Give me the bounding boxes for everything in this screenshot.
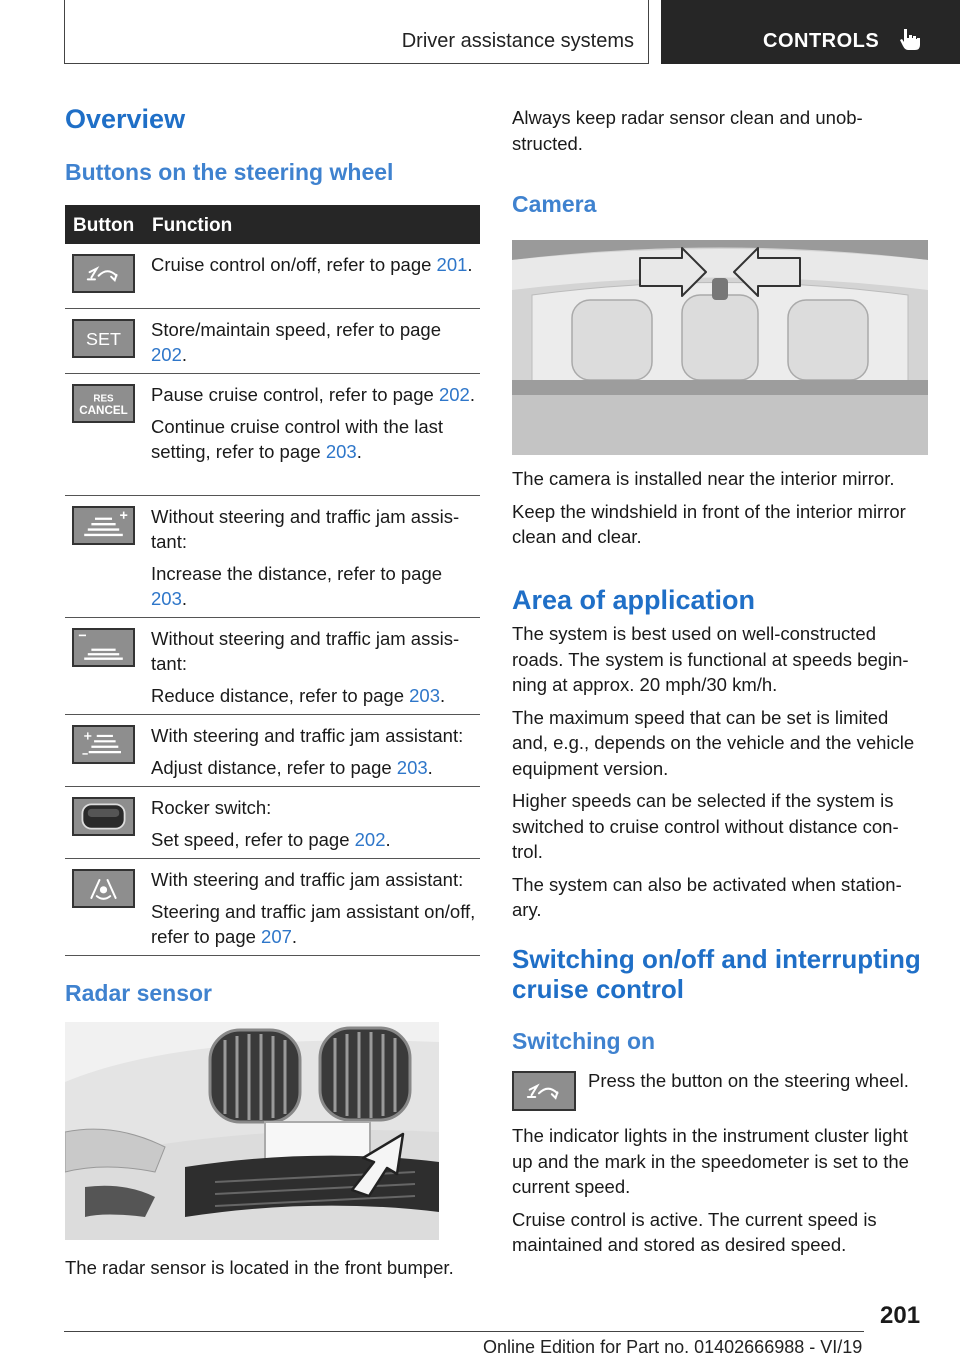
page-link[interactable]: 201: [436, 254, 468, 275]
area-of-application-text: The system is best used on well-constructed roads. The system is functional at speeds begin-ning at approx. 20 mph/30 km/h. The maximum speed that can be set is limited and, e.g., depends on the vehicle and the vehicle equipment version. Higher speeds can be selected if the system is switched to cruise control without distance con-trol. The system can also be activated when station-ary.: [512, 623, 915, 920]
section-title: Driver assistance systems: [401, 30, 634, 52]
page-link[interactable]: 202: [354, 829, 386, 850]
radar-note: Always keep radar sensor clean and unob-structed.: [512, 107, 863, 154]
table-header: [65, 205, 480, 244]
camera-description: The camera is installed near the interior mirror. Keep the windshield in front of the interior mirror clean and clear.: [512, 468, 906, 547]
distance-adjust-icon: [72, 725, 135, 764]
function-text: Store/maintain speed, refer to page 202.: [151, 319, 442, 365]
page-link[interactable]: 203: [396, 757, 428, 778]
svg-text:SET: SET: [86, 329, 121, 350]
table-row: [65, 309, 480, 374]
edition-footer: Online Edition for Part no. 01402666988 - VI/19: [483, 1337, 863, 1357]
function-text: Cruise control on/off, refer to page 201.: [151, 254, 473, 275]
cruise-control-icon: [72, 254, 135, 293]
function-text: Rocker switch: Set speed, refer to page 202.: [151, 797, 391, 850]
function-text: Without steering and traffic jam assis-tant: Reduce distance, refer to page 203.: [151, 628, 460, 706]
cruise-control-button-icon: [512, 1071, 576, 1111]
steering-wheel-buttons-heading: Buttons on the steering wheel: [65, 159, 394, 185]
function-text: Pause cruise control, refer to page 202. Continue cruise control with the last setting, refer to page 203.: [151, 384, 475, 462]
overview-heading: Overview: [65, 104, 186, 134]
page-number: 201: [880, 1302, 921, 1329]
steering-assistant-icon: [72, 869, 135, 908]
table-row: [65, 496, 480, 618]
page-link[interactable]: 207: [261, 926, 292, 947]
function-text: With steering and traffic jam assistant: Steering and traffic jam assistant on/off, refer to page 207.: [151, 869, 476, 947]
column-header-button: Button: [73, 215, 135, 236]
table-row: [65, 374, 480, 496]
footer-divider: [64, 1331, 864, 1332]
res-cancel-icon: [72, 384, 135, 423]
buttons-table: [65, 205, 480, 956]
page-link[interactable]: 202: [438, 384, 470, 405]
function-text: Without steering and traffic jam assis-tant: Increase the distance, refer to page 203.: [151, 506, 460, 609]
switch-on-instruction: Press the button on the steering wheel.: [588, 1070, 909, 1091]
area-of-application-heading: Area of application: [512, 585, 756, 615]
table-row: [65, 244, 480, 309]
set-button-icon: [72, 319, 135, 358]
table-row: [65, 787, 480, 859]
pointing-hand-icon: [897, 26, 923, 52]
svg-text:RES: RES: [93, 393, 114, 405]
table-row: [65, 859, 480, 956]
switching-on-text: The indicator lights in the instrument cluster light up and the mark in the speedometer is set to the current speed. Cruise control is active. The current speed is maintained and stored as desired speed.: [512, 1125, 909, 1255]
page-link[interactable]: 203: [325, 441, 357, 462]
camera-heading: Camera: [512, 191, 597, 217]
table-row: [65, 618, 480, 715]
header-section-box: [64, 0, 649, 64]
switching-heading: Switching on/off and interrupting cruise control: [512, 944, 921, 1004]
header-chapter-box: [661, 0, 960, 64]
radar-sensor-heading: Radar sensor: [65, 980, 213, 1006]
chapter-title: CONTROLS: [763, 30, 880, 52]
column-header-function: Function: [152, 215, 233, 236]
page-link[interactable]: 202: [151, 344, 182, 365]
function-text: With steering and traffic jam assistant: Adjust distance, refer to page 203.: [151, 725, 464, 778]
switching-on-heading: Switching on: [512, 1028, 656, 1054]
svg-text:CANCEL: CANCEL: [79, 403, 128, 417]
distance-increase-icon: [72, 506, 135, 545]
camera-image: [512, 240, 928, 455]
table-row: [65, 715, 480, 787]
page-link[interactable]: 203: [151, 588, 182, 609]
rocker-switch-icon: [72, 797, 135, 836]
page-link[interactable]: 203: [409, 685, 441, 706]
distance-reduce-icon: [72, 628, 135, 667]
radar-sensor-image: [65, 1022, 439, 1240]
radar-caption: The radar sensor is located in the front bumper.: [65, 1257, 454, 1278]
